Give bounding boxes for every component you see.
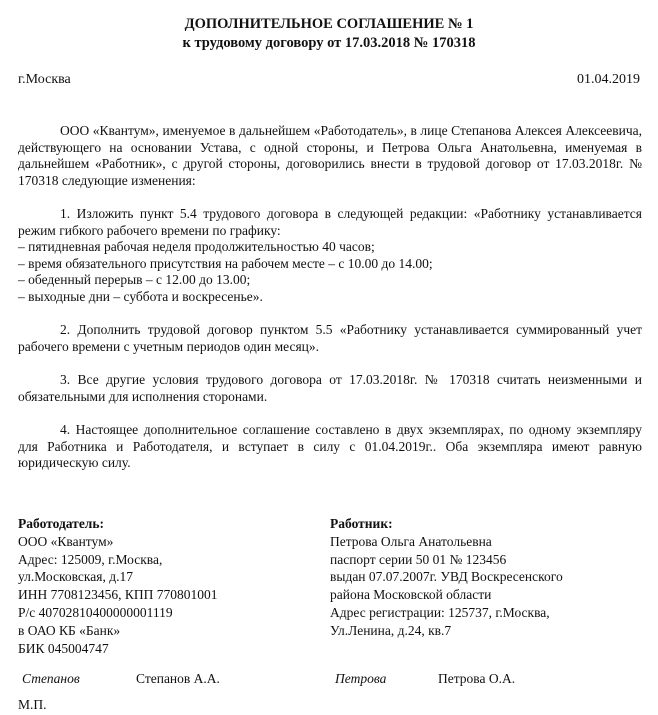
clause-1-text: 1. Изложить пункт 5.4 трудового договора в следующей редакции: «Работнику устанавливается режим гибкого рабочего времени по графику: — [18, 206, 642, 238]
employee-line: Петрова Ольга Анатольевна — [330, 533, 492, 549]
intro-text: ООО «Квантум», именуемое в дальнейшем «Работодатель», в лице Степанова Алексея Алексеевича, действующего на основании Устава, с одной стороны, и Петрова Ольга Анатольевна, именуемая в дальнейшем «Работник», с другой стороны, договорились внести в трудовой договор от 17.03.2018г. № 170318 следующие изменения: — [18, 123, 642, 188]
employer-line: ул.Московская, д.17 — [18, 569, 133, 585]
employee-signatory-name: Петрова О.А. — [438, 671, 516, 686]
employer-line: в ОАО КБ «Банк» — [18, 622, 121, 638]
employee-signature: Петрова — [335, 671, 387, 686]
clause-2-text: 2. Дополнить трудовой договор пунктом 5.5 «Работнику устанавливается суммированный учет рабочего времени с учетным периодов один месяц». — [18, 322, 642, 354]
clause-2 — [18, 322, 642, 355]
clause-1-item: – время обязательного присутствия на рабочем месте – с 10.00 до 14.00; — [18, 255, 433, 271]
clause-1-item: – выходные дни – суббота и воскресенье». — [18, 288, 263, 304]
employer-line: БИК 045004747 — [18, 640, 109, 656]
employee-heading: Работник: — [330, 516, 393, 531]
employer-signatory-name: Степанов А.А. — [136, 671, 220, 686]
employee-line: паспорт серии 50 01 № 123456 — [330, 551, 507, 567]
document-subtitle: к трудовому договору от 17.03.2018 № 170318 — [182, 35, 476, 51]
employee-line: Ул.Ленина, д.24, кв.7 — [330, 622, 452, 638]
intro-paragraph — [18, 123, 642, 189]
employer-line: Р/с 40702810400000001119 — [18, 604, 173, 620]
employer-line: ООО «Квантум» — [18, 533, 114, 549]
date: 01.04.2019 — [577, 72, 640, 87]
employee-line: выдан 07.07.2007г. УВД Воскресенского — [330, 569, 563, 585]
employee-details — [330, 515, 563, 640]
clause-1-item: – пятидневная рабочая неделя продолжительностью 40 часов; — [18, 239, 375, 254]
place: г.Москва — [18, 72, 71, 87]
document-title: ДОПОЛНИТЕЛЬНОЕ СОГЛАШЕНИЕ № 1 — [184, 16, 474, 32]
clause-4 — [18, 422, 642, 472]
employer-heading: Работодатель: — [18, 516, 105, 531]
employer-signature: Степанов — [22, 671, 80, 686]
clause-3 — [18, 372, 642, 405]
employer-line: ИНН 7708123456, КПП 770801001 — [18, 587, 218, 603]
employer-line: Адрес: 125009, г.Москва, — [18, 551, 163, 567]
clause-4-text: 4. Настоящее дополнительное соглашение составлено в двух экземплярах, по одному экземпляру для Работника и Работодателя, и вступает в силу с 01.04.2019г.. Оба экземпляра имеют равную юридическую силу. — [18, 422, 642, 470]
employee-line: Адрес регистрации: 125737, г.Москва, — [330, 604, 550, 620]
clause-3-text: 3. Все другие условия трудового договора от 17.03.2018г. № 170318 считать неизменными и обязательными для исполнения сторонами. — [18, 372, 642, 404]
stamp-placeholder: М.П. — [18, 697, 47, 712]
employee-line: района Московской области — [330, 587, 492, 603]
clause-1-item: – обеденный перерыв – с 12.00 до 13.00; — [18, 272, 251, 287]
clause-1 — [18, 206, 642, 305]
employer-details — [18, 515, 218, 657]
